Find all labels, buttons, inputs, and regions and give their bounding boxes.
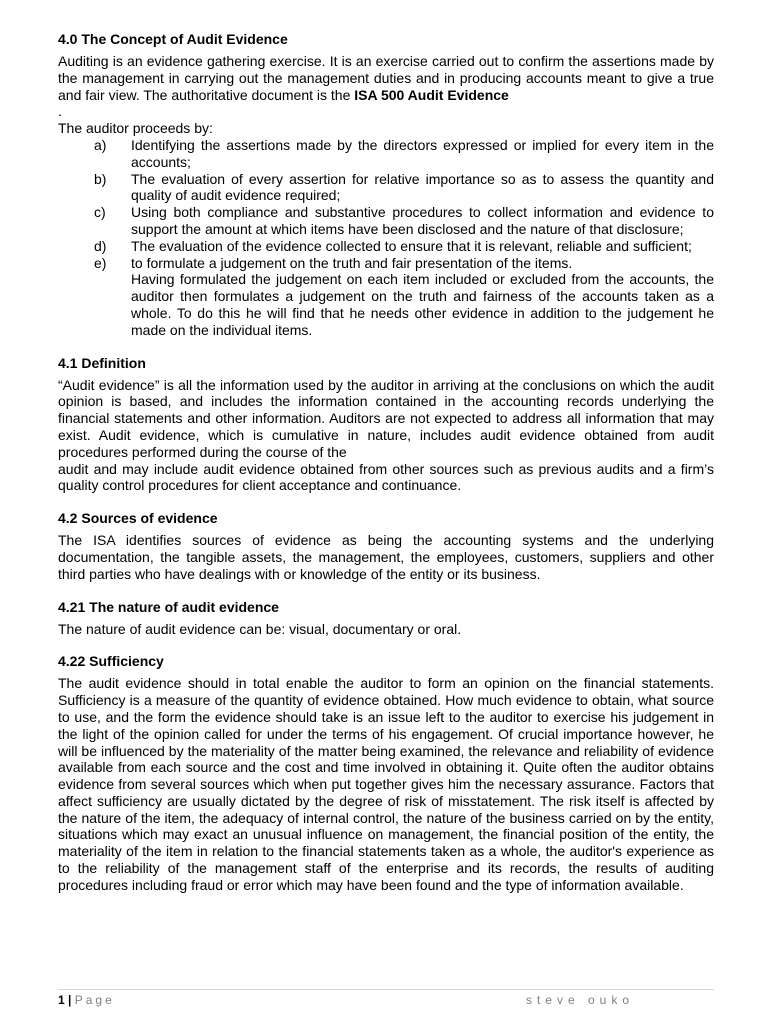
section-4-0 [58, 31, 714, 339]
author-name: steve ouko [525, 993, 634, 1007]
definition-paragraph-cont: audit and may include audit evidence obtained from other sources such as previous audits and a firm’s quality control procedures for client acceptance and continuance. [58, 460, 714, 494]
footer-separator: | [68, 993, 72, 1007]
nature-paragraph: The nature of audit evidence can be: visual, documentary or oral. [58, 620, 462, 637]
list-item [58, 255, 714, 272]
list-item-text: to formulate a judgement on the truth and fair presentation of the items. [131, 254, 573, 271]
list-item [58, 137, 714, 171]
section-heading: 4.22 Sufficiency [58, 653, 164, 670]
section-4-1 [58, 355, 714, 495]
list-marker: b) [94, 170, 107, 187]
sufficiency-paragraph: The audit evidence should in total enable the auditor to form an opinion on the financial statements. Sufficiency is a measure of the quantity of evidence obtained. How much evidence to obtain, what source to use, and the form the evidence should take is an issue left to the auditor to exercise his judgement in the light of the opinion called for under the terms of his engagement. Of crucial importance however, he will be influenced by the materiality of the matter being examined, the relevance and reliability of evidence available from each source and the cost and time involved in obtaining it. Quite often the auditor obtains evidence from several sources which when put together gives him the necessary assurance. Factors that affect sufficiency are usually dictated by the degree of risk of misstatement. The risk itself is affected by the nature of the item, the adequacy of internal control, the nature of the business carried on by the entity, situations which may exact an unusual influence on management, the financial position of the entity, the materiality of the item in relation to the financial statements taken as a whole, the auditor's experience as to the reliability of the management staff of the enterprise and its records, the results of auditing procedures including fraud or error which may have been found and the type of information available. [58, 675, 714, 893]
definition-paragraph: “Audit evidence” is all the information used by the auditor in arriving at the conclusions on which the audit opinion is based, and includes the information contained in the accounting records underlying the financial statements and other information. Auditors are not expected to address all information that may exist. Audit evidence, which is cumulative in nature, includes audit evidence obtained from audit procedures performed during the course of the [58, 376, 714, 460]
sources-paragraph: The ISA identifies sources of evidence as being the accounting systems and the underlying documentation, the tangible assets, the management, the employees, customers, suppliers and other third parties who have dealings with or knowledge of the entity or its business. [58, 532, 714, 582]
intro-paragraph [58, 53, 714, 120]
list-marker: e) [94, 254, 107, 271]
section-4-2 [58, 510, 714, 582]
list-item [58, 204, 714, 238]
list-item-text: The evaluation of the evidence collected to ensure that it is relevant, reliable and sufficient; [131, 237, 692, 254]
list-marker: c) [94, 204, 106, 221]
list-item [58, 238, 714, 255]
section-heading: 4.1 Definition [58, 354, 146, 371]
isa-reference: ISA 500 Audit Evidence [354, 86, 509, 103]
list-item-text: The evaluation of every assertion for relative importance so as to assess the quantity and quality of audit evidence required; [131, 170, 714, 204]
list-item-text: Identifying the assertions made by the directors expressed or implied for every item in the accounts; [131, 136, 714, 170]
list-marker: a) [94, 136, 107, 153]
list-marker: d) [94, 237, 107, 254]
section-heading: 4.21 The nature of audit evidence [58, 598, 279, 615]
section-4-21 [58, 599, 714, 638]
procedure-list [58, 137, 714, 271]
list-item-text: Using both compliance and substantive procedures to collect information and evidence to support the amount at which items have been disclosed and the nature of that disclosure; [131, 204, 714, 237]
page-label: Page [74, 993, 115, 1007]
list-item [58, 171, 714, 205]
section-4-22 [58, 653, 714, 893]
intro-period: . [58, 103, 62, 120]
procedure-lead: The auditor proceeds by: [58, 120, 213, 137]
section-heading: 4.0 The Concept of Audit Evidence [58, 31, 288, 47]
page-number: 1 [58, 993, 65, 1007]
section-heading: 4.2 Sources of evidence [58, 510, 218, 527]
page-footer [58, 989, 714, 1008]
intro-text: Auditing is an evidence gathering exercise. It is an exercise carried out to confirm the assertions made by the management in carrying out the management duties and in producing accounts meant to give a true and fair view. The authoritative document is the [58, 53, 714, 103]
list-continuation: Having formulated the judgement on each item included or excluded from the accounts, the auditor then formulates a judgement on the truth and fairness of the accounts taken as a whole. To do this he will find that he needs other evidence in addition to the judgement he made on the individual items. [131, 271, 714, 338]
